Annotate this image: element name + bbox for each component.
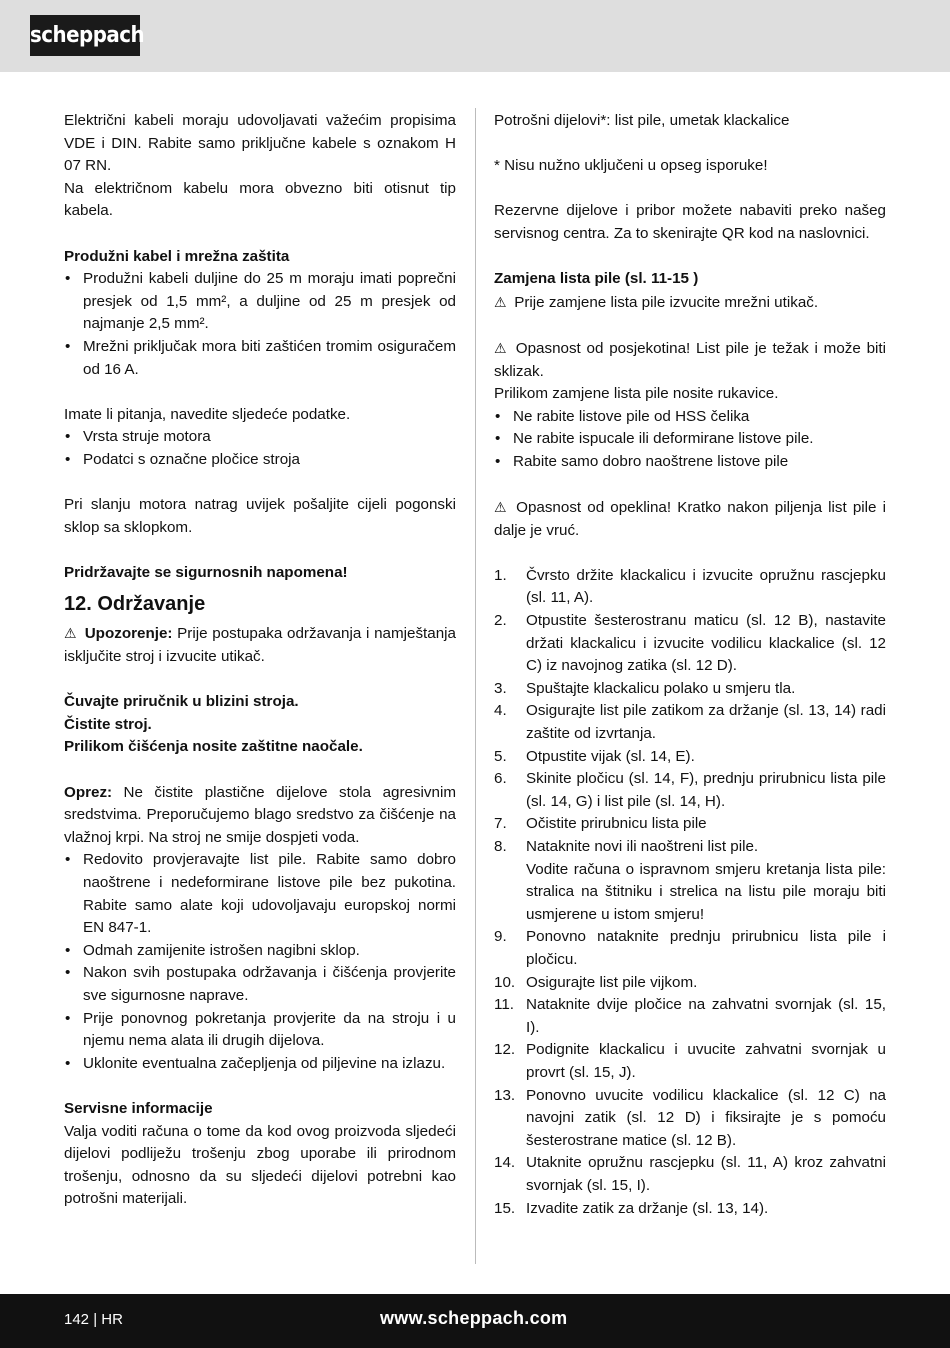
bold-line: Prilikom čišćenja nosite zaštitne naočale. — [64, 738, 363, 756]
step-item: 9. Ponovno nataknite prednju prirubnicu lista pile i pločicu. — [494, 928, 886, 968]
step-item: 1. Čvrsto držite klackalicu i izvucite opružnu rascjepku (sl. 11, A). — [494, 566, 886, 607]
safety-note: Pridržavajte se sigurnosnih napomena! — [64, 563, 348, 581]
maintenance-list — [64, 849, 456, 1075]
website-link[interactable]: www.scheppach.com — [380, 1308, 568, 1328]
questions-list — [64, 426, 456, 471]
burn-warning: ⚠ Opasnost od opeklina! Kratko nakon piljenja list pile i dalje je vruć. — [494, 496, 886, 542]
language-code: HR — [101, 1311, 123, 1328]
warning-text: Prije postupaka održavanja i namještanja isključite stroj i izvucite utikač. — [64, 625, 456, 666]
list-item: • Nakon svih postupaka održavanja i čišćenja provjerite sve sigurnosne naprave. — [64, 962, 456, 1007]
warning-paragraph — [64, 622, 456, 668]
steps-list — [494, 565, 886, 1220]
step-item: 12. Podignite klackalicu i uvucite zahvatni svornjak u provrt (sl. 15, J). — [494, 1041, 886, 1081]
warning-icon: ⚠ — [494, 293, 507, 310]
page-indicator: 142 | HR — [64, 1311, 123, 1328]
page-number: 142 — [64, 1311, 90, 1328]
caution-text: Ne čistite plastične dijelove stola agresivnim sredstvima. Preporučujemo blago sredstvo za čišćenje na vlažnoj krpi. Na stroj ne smije dospjeti voda. — [64, 783, 456, 846]
list-item: • Odmah zamijenite istrošen nagibni sklop. — [64, 940, 456, 963]
list-item: • Mrežni priključak mora biti zaštićen tromim osiguračem od 16 A. — [64, 336, 456, 381]
list-item: • Vrsta struje motora — [64, 426, 456, 449]
cable-type-paragraph: Na električnom kabelu mora obvezno biti otisnut tip kabela. — [64, 179, 456, 220]
extension-heading: Produžni kabel i mrežna zaštita — [64, 247, 290, 265]
list-item: • Produžni kabeli duljine do 25 m moraju imati poprečni presjek od 1,5 mm², a duljine od 25 m presjek od najmanje 2,5 mm². — [64, 268, 456, 336]
left-column — [64, 110, 456, 1211]
list-item: • Podatci s označne pločice stroja — [64, 449, 456, 472]
list-item: • Ne rabite listove pile od HSS čelika — [494, 406, 886, 429]
step-item: 2. Otpustite šesterostranu maticu (sl. 12 B), nastavite držati klackalicu i izvucite vodilicu klackalice (sl. 12 C) iz navojnog zatika (sl. 12 D). — [494, 612, 886, 675]
warning-icon: ⚠ — [494, 339, 507, 356]
blade-list — [494, 406, 886, 474]
questions-intro: Imate li pitanja, navedite sljedeće podatke. — [64, 405, 351, 423]
replace-heading: Zamjena lista pile (sl. 11-15 ) — [494, 270, 699, 288]
step-item: 8. Nataknite novi ili naoštreni list pile. Vodite računa o ispravnom smjeru kretanja lista pile: stralica na štitniku i strelica na listu pile moraju biti usmjerene u istom smjeru! — [494, 838, 886, 923]
service-heading: Servisne informacije — [64, 1099, 213, 1117]
caution-label: Oprez: — [64, 783, 113, 801]
cut-warning: ⚠ Opasnost od posjekotina! List pile je težak i može biti sklizak. — [494, 337, 886, 383]
section-heading — [64, 584, 456, 622]
section-number: 12. — [64, 593, 92, 616]
step-item: 3. Spuštajte klackalicu polako u smjeru tla. — [494, 679, 796, 697]
step-item: 7. Očistite prirubnicu lista pile — [494, 815, 707, 833]
list-item: • Prije ponovnog pokretanja provjerite da na stroju i u njemu nema alata ili drugih dijelova. — [64, 1008, 456, 1053]
step-item: 4. Osigurajte list pile zatikom za držanje (sl. 13, 14) radi zaštite od izvrtanja. — [494, 702, 886, 743]
right-column — [494, 110, 886, 1220]
list-item: • Redovito provjeravajte list pile. Rabite samo dobro naoštrene i nedeformirane listove pile bez pukotina. Rabite samo alate koji udovoljavaju europskoj normi EN 847-1. — [64, 849, 456, 939]
footer-bar — [0, 1294, 950, 1348]
service-paragraph: Valja voditi računa o tome da kod ovog proizvoda sljedeći dijelovi podliježu trošenju zbog uporabe ili prirodnom trošenju, odnosno da su sljedeći dijelovi potrebni kao potrošni materijali. — [64, 1122, 456, 1208]
brand-logo: scheppach — [30, 15, 140, 56]
gloves-paragraph: Prilikom zamjene lista pile nosite rukavice. — [494, 385, 779, 403]
step-item: 15. Izvadite zatik za držanje (sl. 13, 14). — [494, 1199, 769, 1217]
warning-icon: ⚠ — [494, 499, 507, 516]
bold-line: Čistite stroj. — [64, 715, 152, 733]
consumables-paragraph: Potrošni dijelovi*: list pile, umetak klackalice — [494, 112, 790, 129]
step-item: 11. Nataknite dvije pločice na zahvatni svornjak (sl. 15, I). — [494, 996, 886, 1036]
step-item: 5. Otpustite vijak (sl. 14, E). — [494, 747, 695, 765]
warning-label: Upozorenje: — [84, 625, 173, 643]
warning-icon: ⚠ — [64, 625, 77, 642]
list-item: • Rabite samo dobro naoštrene listove pile — [494, 451, 886, 474]
extension-list — [64, 268, 456, 381]
caution-paragraph — [64, 782, 456, 850]
step-item: 14. Utaknite opružnu rascjepku (sl. 11, A) kroz zahvatni svornjak (sl. 15, I). — [494, 1154, 886, 1194]
step-item: 10. Osigurajte list pile vijkom. — [494, 973, 698, 991]
cable-paragraph: Električni kabeli moraju udovoljavati važećim propisima VDE i DIN. Rabite samo priključne kabele s oznakom H 07 RN. — [64, 112, 456, 175]
return-paragraph: Pri slanju motora natrag uvijek pošaljite cijeli pogonski sklop sa sklopkom. — [64, 496, 456, 536]
list-item: • Ne rabite ispucale ili deformirane listove pile. — [494, 428, 886, 451]
step-item: 6. Skinite pločicu (sl. 14, F), prednju prirubnicu lista pile (sl. 14, G) i list pile (sl. 14, H). — [494, 770, 886, 810]
step-item: 13. Ponovno uvucite vodilicu klackalice (sl. 12 C) na navojni zatik (sl. 12 D) i fiksirajte je s pomoću šesterostrane matice (sl. 12 B). — [494, 1086, 886, 1149]
section-title: Održavanje — [97, 593, 206, 616]
spare-parts-paragraph: Rezervne dijelove i pribor možete nabaviti preko našeg servisnog centra. Za to skenirajte QR kod na naslovnici. — [494, 202, 886, 242]
header-bar — [0, 0, 950, 72]
footnote: * Nisu nužno uključeni u opseg isporuke! — [494, 157, 768, 175]
list-item: • Uklonite eventualna začepljenja od piljevine na izlazu. — [64, 1053, 456, 1076]
step-note: Vodite računa o ispravnom smjeru kretanja lista pile: stralica na štitniku i strelica na listu pile moraju biti usmjerene u istom smjeru! — [526, 860, 886, 923]
bold-line: Čuvajte priručnik u blizini stroja. — [64, 693, 299, 711]
column-divider — [475, 108, 476, 1264]
replace-warning: ⚠ Prije zamjene lista pile izvucite mrežni utikač. — [494, 291, 886, 315]
